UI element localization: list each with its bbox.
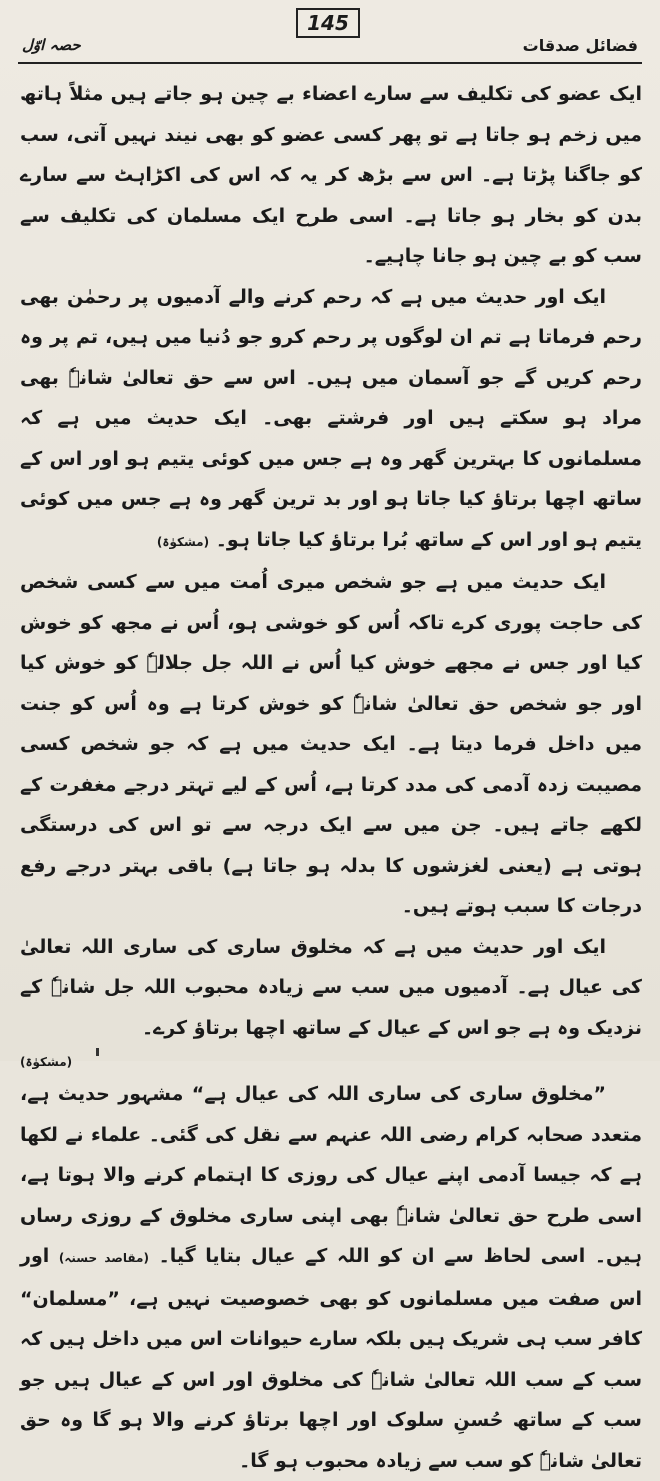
paragraph-text: ”مخلوق ساری کی ساری اللہ کی عیال ہے“ مشہور حدیث ہے، متعدد صحابہ کرام رضی اللہ عنہم سے نقل کی گئی۔ علماء نے لکھا ہے کہ جیسا آدمی اپنے عیال کی روزی کا اہتمام کرنے والا ہوتا ہے، اسی طرح حق تعالیٰ شانہٗ بھی اپنی ساری مخلوق کے روزی رساں ہیں۔ اسی لحاظ سے ان کو اللہ کے عیال بتایا گیا۔ [20,1083,642,1267]
paragraph-text: ایک اور حدیث میں ہے کہ رحم کرنے والے آدمیوں پر رحمٰن بھی رحم فرماتا ہے تم ان لوگوں پر رحم کرو جو دُنیا میں ہیں، تم پر وہ رحم کریں گے جو آسمان میں ہیں۔ اس سے حق تعالیٰ شانہٗ بھی مراد ہو سکتے ہیں اور فرشتے بھی۔ ایک حدیث میں ہے کہ مسلمانوں کا بہترین گھر وہ ہے جس میں کوئی یتیم ہو اور اس کے ساتھ اچھا برتاؤ کیا جاتا ہو اور بد ترین گھر وہ ہے جس میں کوئی یتیم ہو اور اس کے ساتھ بُرا برتاؤ کیا جاتا ہو۔ [20,285,642,551]
part-label: حصہ اوّل [22,36,81,54]
page-body [20,74,642,1472]
source-citation: (مشکوٰۃ) [156,534,210,549]
page-number: 145 [307,11,349,35]
paragraph-4 [20,927,642,1049]
paragraph-text: ایک اور حدیث میں ہے کہ مخلوق ساری کی ساری اللہ تعالیٰ کی عیال ہے۔ آدمیوں میں سب سے زیادہ محبوب اللہ جل شانہٗ کے نزدیک وہ ہے جو اس کے عیال کے ساتھ اچھا برتاؤ کرے۔ [20,935,642,1039]
paragraph-text: اور اس صفت میں مسلمانوں کو بھی خصوصیت نہیں ہے، ”مسلمان“ کافر سب ہی شریک ہیں بلکہ سارے حیوانات اس میں داخل ہیں کہ سب کے سب اللہ تعالیٰ شانہٗ کی مخلوق اور اس کے عیال ہیں جو سب کے ساتھ حُسنِ سلوک اور اچھا برتاؤ کرنے والا ہو گا وہ حق تعالیٰ شانہٗ کو سب سے زیادہ محبوب ہو گا۔ [20,1245,642,1472]
book-title: فضائل صدقات [522,36,638,55]
source-citation: (مشکوٰۃ) [20,1055,73,1069]
paragraph-text: ایک حدیث میں ہے جو شخص میری اُمت میں سے کسی شخص کی حاجت پوری کرے تاکہ اُس کو خوشی ہو، اُس نے مجھ کو خوش کیا اور جس نے مجھے خوش کیا اُس نے اللہ جل جلالہٗ کو خوش کیا اور جو شخص حق تعالیٰ شانہٗ کو خوش کرتا ہے وہ اُس کو جنت میں داخل فرما دیتا ہے۔ ایک حدیث میں ہے کہ جو شخص کسی مصیبت زدہ آدمی کی مدد کرتا ہے، اُس کے لیے تہتر درجے مغفرت کے لکھے جاتے ہیں۔ جن میں سے ایک درجہ سے تو اس کی درستگی ہوتی ہے (یعنی لغزشوں کا بدلہ ہو جاتا ہے) باقی بہتر درجے رفع درجات کا سبب ہوتے ہیں۔ [20,571,642,917]
page-number-box [296,8,360,38]
source-citation: (مقاصد حسنہ) [58,1251,149,1265]
source-line [20,1048,642,1074]
paragraph-1 [20,74,642,277]
paragraph-text: ایک عضو کی تکلیف سے سارے اعضاء بے چین ہو جاتے ہیں مثلاً ہاتھ میں زخم ہو جاتا ہے تو پھر کسی عضو کو بھی نیند نہیں آتی، سب کو جاگنا پڑتا ہے۔ اس سے بڑھ کر یہ کہ اس کی اکڑاہٹ سے سارے بدن کو بخار ہو جاتا ہے۔ اسی طرح ایک مسلمان کی تکلیف سے سب کو بے چین ہو جانا چاہیے۔ [20,83,642,267]
paragraph-5 [20,1074,642,1481]
page-header [0,0,660,60]
paragraph-2 [20,277,642,563]
header-rule [18,62,642,64]
paragraph-3 [20,562,642,927]
page-mark [96,1048,99,1056]
